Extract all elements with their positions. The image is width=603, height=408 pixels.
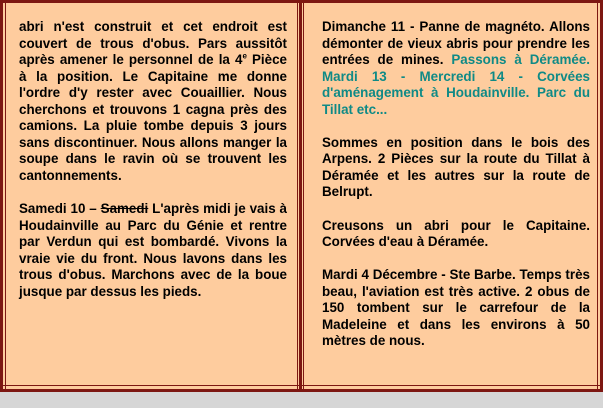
right-paragraph-3: Creusons un abri pour le Capitaine. Corvées d'eau à Déramée. bbox=[322, 217, 590, 250]
frame-border-bottom-outer bbox=[0, 389, 603, 392]
struck-word: Samedi bbox=[100, 201, 149, 217]
right-paragraph-1 bbox=[322, 19, 590, 118]
frame-border-left-outer bbox=[0, 0, 3, 392]
left-p1-text-b: Pièce à la position. Le Capitaine me donne l'ordre d'y rester avec Couaillier. Nous cherchons et trouvons 1 cagna près des camions. La pluie tombe depuis 3 jours sans discontinuer. Nous allons manger la soupe dans le ravin où se trouvent les cantonnements. bbox=[19, 52, 287, 183]
left-paragraph-1 bbox=[19, 19, 287, 184]
right-p1-text: Dimanche 11 - Panne de magnéto. Allons démonter de vieux abris pour prendre les entrées de mines. bbox=[322, 19, 590, 68]
right-column bbox=[322, 19, 590, 350]
left-column bbox=[19, 19, 287, 300]
left-p2-text: L'après midi je vais à Houdainville au Parc du Génie et rentre par Verdun qui est bombardé. Vivons la vraie vie du front. Nous lavons dans les trous d'obus. Marchons avec de la boue jusque par dessus les pieds. bbox=[19, 201, 288, 299]
column-divider-left bbox=[297, 3, 298, 389]
frame-border-right-inner bbox=[597, 3, 598, 389]
left-p2-date: Samedi 10 – bbox=[19, 201, 101, 217]
right-p1-highlight: Passons à Déramée. Mardi 13 - Mercredi 14 - Corvées d'aménagement à Houdainville. Parc du Tillat etc... bbox=[322, 52, 590, 117]
right-paragraph-2: Sommes en position dans le bois des Arpens. 2 Pièces sur la route du Tillat à Déramée et les autres sur la route de Belrupt. bbox=[322, 134, 590, 200]
left-paragraph-2 bbox=[19, 201, 287, 300]
ordinal-superscript: e bbox=[242, 51, 247, 61]
column-divider-right bbox=[303, 3, 304, 389]
left-p1-text-a: abri n'est construit et cet endroit est couvert de trous d'obus. Pars aussitôt après amener le personnel de la 4 bbox=[19, 19, 287, 68]
right-paragraph-4: Mardi 4 Décembre - Ste Barbe. Temps très beau, l'aviation est très active. 2 obus de 150 tombent sur le carrefour de la Madeleine et dans les environs à 50 mètres de nous. bbox=[322, 267, 590, 349]
frame-border-left-inner bbox=[5, 3, 6, 389]
column-divider bbox=[299, 3, 302, 389]
